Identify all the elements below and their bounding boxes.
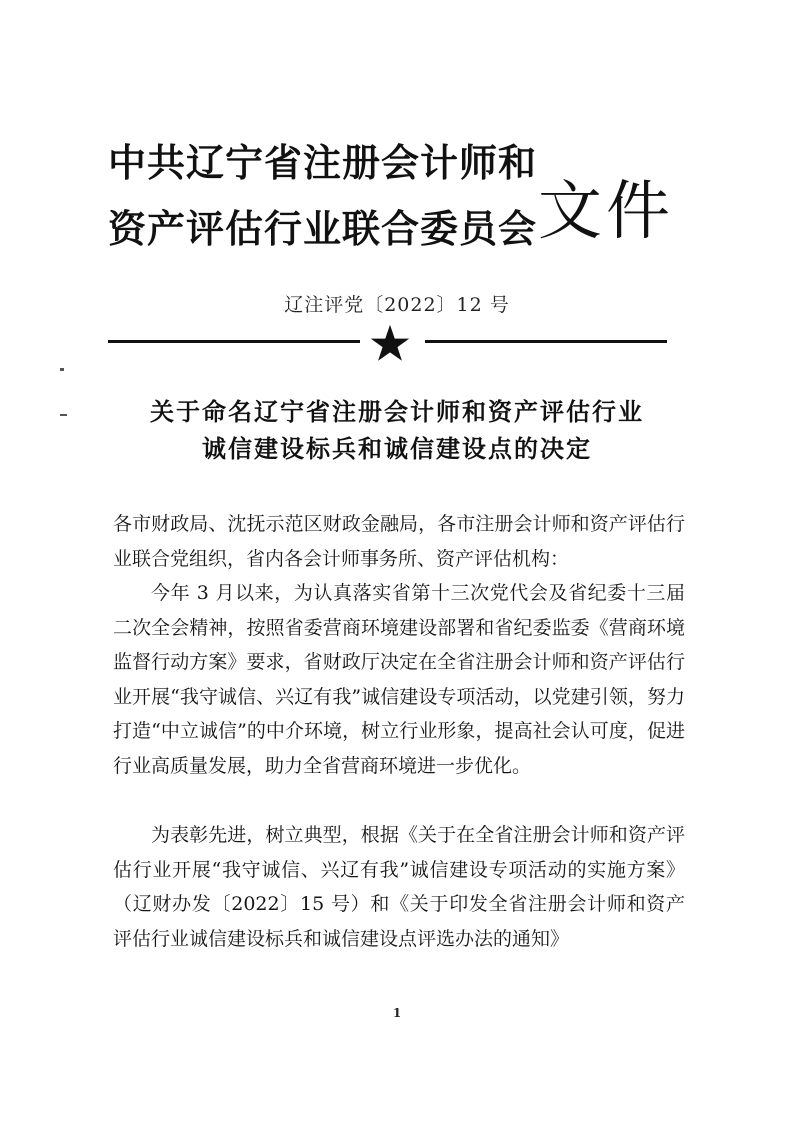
document-type-label: 文件 [538, 175, 674, 249]
scan-margin-mark [60, 414, 67, 416]
issuer-name-line-1: 中共辽宁省注册会计师和 [108, 141, 538, 185]
recipients-paragraph: 各市财政局、沈抚示范区财政金融局，各市注册会计师和资产评估行业联合党组织，省内各会计师事务所、资产评估机构： [113, 513, 685, 570]
page-number: 1 [392, 1006, 402, 1020]
issuer-name-line-2: 资产评估行业联合委员会 [108, 207, 538, 251]
document-number: 辽注评党〔2022〕12 号 [284, 294, 510, 316]
document-title-line-2: 诚信建设标兵和诚信建设点的决定 [202, 435, 592, 463]
header-divider-left [108, 340, 360, 343]
star-icon [370, 324, 410, 362]
document-title-line-1: 关于命名辽宁省注册会计师和资产评估行业 [150, 398, 644, 426]
header-divider-right [425, 340, 667, 343]
body-paragraph-1: 今年 3 月以来，为认真落实省第十三次党代会及省纪委十三届二次全会精神，按照省委营商环境建设部署和省纪委监委《营商环境监督行动方案》要求，省财政厅决定在全省注册会计师和资产评估行业开展“我守诚信、兴辽有我”诚信建设专项活动，以党建引领，努力打造“中立诚信”的中介环境，树立行业形象，提高社会认可度，促进行业高质量发展，助力全省营商环境进一步优化。 [113, 582, 685, 777]
scan-margin-mark [60, 368, 64, 371]
body-paragraph-2: 为表彰先进，树立典型，根据《关于在全省注册会计师和资产评估行业开展“我守诚信、兴辽有我”诚信建设专项活动的实施方案》（辽财办发〔2022〕15 号）和《关于印发全省注册会计师和资产评估行业诚信建设标兵和诚信建设点评选办法的通知》 [113, 824, 685, 950]
